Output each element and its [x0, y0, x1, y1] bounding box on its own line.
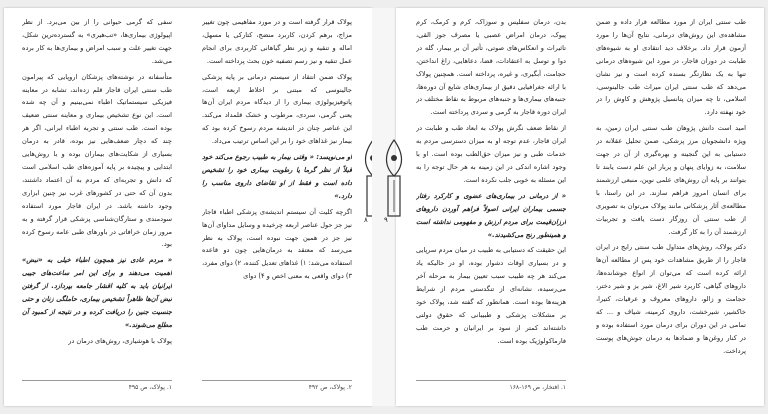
- paragraph: پولاک ضمن انتقاد از سیستم درمانی بر پایه پزشکی جالینوسی که مبتنی بر اخلاط اربعه است، پاتوفیزیولوژی بیماری را از دیدگاه مردم ایران آن‌ها یعنی گرمی، سردی، مرطوب و خشک قلمداد می‌کند. این عناصر چنان در اندیشه مردم رسوخ کرده بود که بیمار نیز غذاهای خود را بر این اساس ترتیب می‌داد.: [202, 72, 352, 146]
- paragraph: سفی که گرمی حیوانی را از بین می‌برد. از نظر اپیولوژی بیماری‌ها، «تب‌هیری» به گسترده‌ترین شکل، جهت تغییر علت و سبب امراض و بیماری‌ها به کار برده می‌شد.: [22, 18, 172, 65]
- paragraph: بدن، درمان سفلیس و سوزاک، کرم و کرمک، کرم پیوک، درمان امراض عصبی یا مصرف جوز القی، تاثیرات و انعکاس‌های صوتی، تأثیر آن بر بیمار، گله در دوا و توسل به اعتقادات، قضا، دعاهایی، زاغ انداختن، حجامت، آبگیری، و غیره، پرداخته است. همچنین پولاک با ارائه جغرافیایی دقیق از بیماری‌های شایع آن دوره‌ها، جنبه‌های بیماری‌ها و جنبه‌های مربوط به نقاط مختلف در ایران دوره قاجار به گرمی و سردی پرداخته است.: [416, 18, 566, 117]
- left-page-column-right: [202, 16, 352, 376]
- paragraph: پولاک قرار گرفته است و در مورد مفاهیمی چون تغییر مزاج، برهم کردن، کاربرد منضج، کتارکی یا مسهل، اماله و تنقیه و زیر نظر گیاهانی کاربردی برای انجام عمل تنقیه و نیز رسم تصفیه خون بحث پرداخته است.: [202, 18, 352, 65]
- left-page: [4, 8, 372, 406]
- right-page-column-left: [416, 16, 566, 376]
- paragraph: دکتر پولاک، روش‌های متداول طب سنتی رایج در ایران قاجار را از طریق مشاهدات خود پس از مطالعه آن‌ها ارائه کرده است که می‌توان از انواع جوشانده‌ها، داروهای گیاهی، کاربرد شیر الاغ، شیر بز و شیر دختر، حجامت و زالو، داروهای معروف و عرقیات، کتیرا، خاکشیر، شیرخشت، داروی کرمینه، شیاف و ... که تمامی در این دوران برای درمان مورد استفاده بوده و در کنار روغن‌ها و ضمادها به درمان جوش‌های پوست پرداخت.: [596, 243, 746, 355]
- right-page-column-right: [596, 16, 746, 376]
- page-number: ۸: [364, 216, 368, 224]
- quote-paragraph: « از درمانی در بیماری‌های عضوی و کارکرد رفتار جسمی بیماران ایرانی اصولاً فراهم آوردن داروهای ارزان‌قیمت برای مردم ارزش و مفهومی نداشته است و همینطور رنج می‌کشیدند.»: [416, 191, 566, 239]
- paragraph: امید است دانش پژوهان طب سنتی ایران زمین، به ویژه دانشجویان مرز پزشکی، ضمن تحلیل عقلانه در دستیابی به این گنجینه و بهره‌گیری از آن در جهت سلامت، به زوایای پنهان و پربار این علم دست یابند تا بتوانند بر پایه آن روش‌های علمی نوین، منبعی ارزشمند برای انسان امروز فراهم سازند. در این راستا، با مطالعه‌ی آثار پزشکانی مانند پولاک می‌توان به تصویری از طب سنتی آن روزگار دست یافت و تجربیات ارزشمند آن را به کار گرفت.: [596, 124, 746, 236]
- paragraph: متأسفانه در نوشته‌های پزشکان اروپایی که پیرامون طب سنتی ایران قاجار قلم زده‌اند، تشابه در معاینه فیزیکی سیستماتیک اطباء نمی‌بینیم و آن چه شده است. این نوع تشخیص بیماری و معاینه سنتی ضعیف بوده است. طب سنتی و تجربه اطباء ایرانی، اگر هر چند که دچار ضعف‌هایی نیز بوده، قادر به درمان بسیاری از شکایت‌های بیماران بوده و با روش‌هایی ابتدایی و پیچیده بر پایه آموزه‌های طب اسلامی است که دانش و تجربه‌ای که مردم به آن اعتماد داشتند، بدون آن که حتی در کشورهای غرب نیز چنین ابزاری وجود داشته باشد. در ایران قاجار مورد استفاده سودمندی و ستارگان‌شناسی پزشکی قرار گرفته و به مرور زمان خرافاتی در باورهای طبی عامه رسوخ کرده بود.: [22, 72, 172, 249]
- paragraph: پولاک با هوشیاری، روش‌های درمان در: [68, 336, 172, 345]
- quote-paragraph: او می‌نویسد: « وقتی بیمار به طبیب رجوع می‌کند خود قبلاً از نظر گرما یا رطوبت بیماری خود را تشخیص داده است و فقط از او تقاضای داروی مناسب را دارد.»: [202, 153, 352, 200]
- paragraph: طب سنتی ایران از مورد مطالعه قرار داده و ضمن مشاهده‌ی این روش‌های درمانی، نتایج آن‌ها را مورد آزمون قرار داد. برخلاف دید انتقادی او به شیوه‌های طبابت در دوران قاجار، در مورد این شیوه‌های درمانی تنها به یک نظارتگر بسنده کرده است و نیز نشان می‌دهد که طب سنتی ایران میراث طب جالینوسی، اسلامی، تا چه میزان پتانسیل پژوهش و کاوش را در خود نهفته دارد.: [596, 18, 746, 117]
- paragraph: از نقاط ضعف نگرش پولاک به ابعاد طب و طبابت در ایران قاجار، عدم توجه او به میزان دسترسی مردم به خدمات طبی و نیز میزان حق‌الطب بوده است. او با وجود اشاره اندکی در این زمینه به هر حال توجه را به این مسئله به خوبی جلب نکرده است.: [416, 124, 566, 184]
- paragraph: اگرچه کلیت آن سیستم اندیشه‌ی پزشکی اطباء قاجار نیز جز حول عناصر اربعه چرخیده و وسایل مداوای آن‌ها نیز جز در همین جهت نبوده است، پولاک به نظر می‌رسد که معتقد به درمان‌هایی چون دو قاعده استفاده می‌شد: ۱) غذاهای تعدیل کننده، ۲) دوای مفرد، ۳) دوای واقعی به معنی اخص و ۴) دوای: [202, 207, 352, 281]
- footnote: ۲. پولاک، ص ۴۹۲: [202, 380, 352, 391]
- left-page-column-left: [22, 16, 172, 376]
- footnote: ۱. پولاک، ص ۴۹۵: [22, 380, 172, 391]
- quote-paragraph: « مردم عادی نیز همچون اطباء خیلی به «نبض» اهمیت می‌دهند و برای این امر ساعت‌های جیبی ایرانیان باید به کلیه اقشار جامعه بپردازد. از گرفتن نبض آن‌ها ظاهراً تشخیص بیماری، حاملگی زنان و حتی جنسیت جنین را دریافت کرده و در نتیجه از کمبود آن مطلع می‌شوند.»: [22, 256, 172, 329]
- footnote: ۱. افتخار، ص ۱۶۹-۱۶۸: [416, 380, 566, 391]
- ornament-icon: [374, 136, 414, 226]
- paragraph: این حقیقت که دستیابی به طبیب در میان مردم سرپایی و در بسیاری اوقات دشوار بوده، او در حالیکه یاد می‌کند هر چه طبیب سبب تعیین بیمار به مرحله آخر می‌رسیده، نشانه‌ای از تنگدستی مردم از شرایط هزینه‌ها بوده است. همانطور که گفته شد، پولاک خود بر مشکلات پزشکی و طبیبانی که حقوق دولتی داشته‌اند کمتر از سود بر ایرانیان و حرمت طب فارماکولوژیک بوده است.: [416, 246, 566, 345]
- right-page: [384, 8, 764, 406]
- page-number: ۹: [384, 216, 388, 224]
